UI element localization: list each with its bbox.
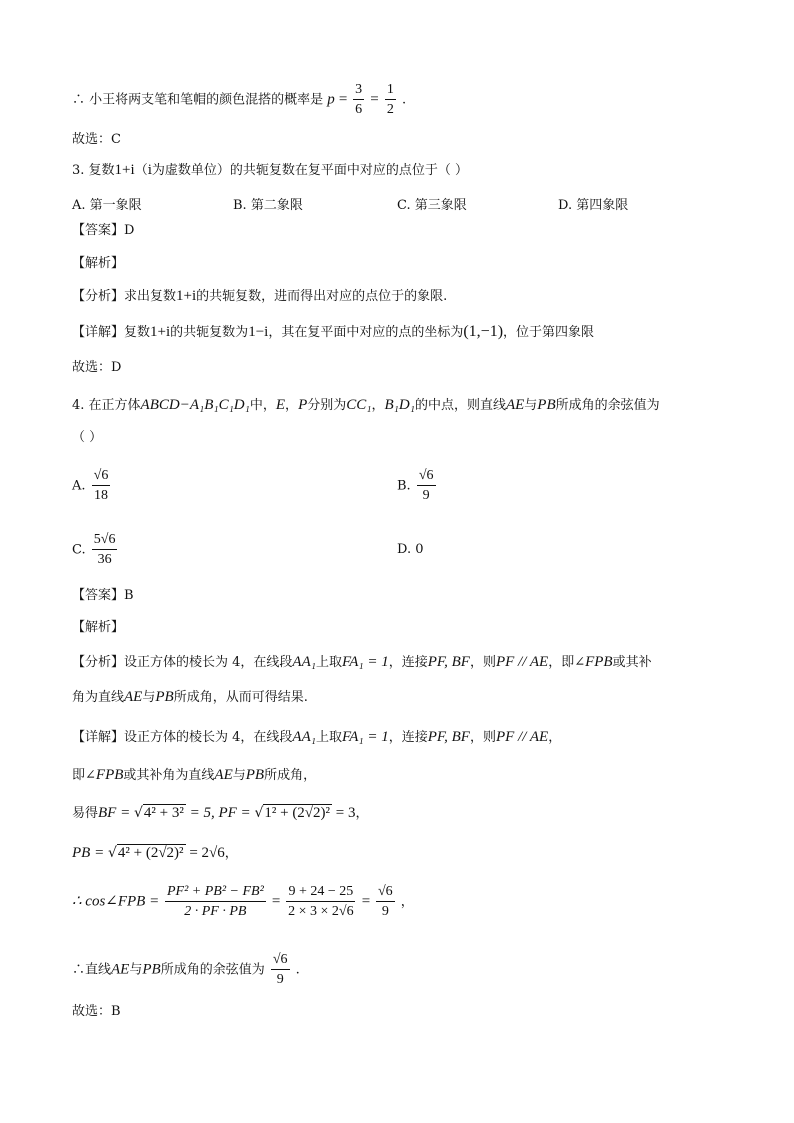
q4-detail-line1: 【详解】设正方体的棱长为 4，在线段AA₁上取FA₁ = 1，连接PF, BF，则PF // AE， [72, 729, 562, 745]
q4-detail-line4: PB = √4² + (2√2)² = 2√6， [72, 845, 238, 861]
q4-jiexi-heading: 【解析】 [72, 620, 125, 635]
q3-option-b: B. 第二象限 [233, 198, 303, 213]
q3-detail: 【详解】复数1+i的共轭复数为1−i，其在复平面中对应的点的坐标为(1,−1)，位于第四象限 [72, 323, 595, 340]
q4-option-c: C. $\frac{5√6}{36}$ [72, 532, 116, 568]
q4-choice: 故选：B [72, 1004, 121, 1019]
fraction-1-2: $\frac{1}{2}$ [386, 82, 394, 118]
q4-option-a: A. $\frac{√6}{18}$ [72, 468, 109, 504]
q4-paren: （ ） [72, 430, 103, 445]
q4-answer: 【答案】B [72, 588, 134, 603]
q3-analysis: 【分析】求出复数1+i的共轭复数，进而得出对应的点位于的象限. [72, 288, 448, 304]
q3-jiexi-heading: 【解析】 [72, 256, 125, 271]
q4-detail-line6: ∴直线AE与PB所成角的余弦值为 $\frac{√6}{9}$ . [72, 952, 300, 988]
q3-option-a: A. 第一象限 [72, 198, 142, 213]
probability-conclusion: ∴ 小王将两支笔和笔帽的颜色混搭的概率是 p = $\frac{3}{6}$ = $\frac{1}{2}$ . [72, 82, 407, 118]
prob-variable: p [327, 91, 335, 108]
q4-option-d: D. 0 [397, 542, 424, 557]
q4-option-b: B. $\frac{√6}{9}$ [397, 468, 434, 504]
q4-detail-line3: 易得BF = √4² + 3² = 5, PF = √1² + (2√2)² = 3， [72, 805, 369, 821]
q4-analysis-line1: 【分析】设正方体的棱长为 4，在线段AA₁上取FA₁ = 1，连接PF, BF，则PF // AE，即∠FPB或其补 [72, 654, 652, 670]
prev-choice: 故选：C [72, 132, 121, 147]
fraction-3-6: $\frac{3}{6}$ [355, 82, 363, 118]
q3-stem: 3. 复数1+i（i为虚数单位）的共轭复数在复平面中对应的点位于（ ） [72, 162, 468, 178]
q3-answer: 【答案】D [72, 223, 135, 238]
q4-stem: 4. 在正方体ABCD−A₁B₁C₁D₁中，E，P分别为CC₁，B₁D₁的中点，则直线AE与PB所成角的余弦值为 [72, 397, 660, 413]
conclusion-text: ∴ 小王将两支笔和笔帽的颜色混搭的概率是 [72, 92, 324, 108]
q3-option-c: C. 第三象限 [397, 198, 467, 213]
q3-option-d: D. 第四象限 [558, 198, 629, 213]
q4-detail-line5: ∴ cos∠FPB = $\frac{\text{PF² + PB² − FB²}}{2 \cdot PF \cdot PB}$ = $\frac{9 + 24 - 25}{2 \times 3 \times 2√6}$ = $\frac{√6}{9}$ ， [72, 884, 414, 920]
q4-detail-line2: 即∠FPB或其补角为直线AE与PB所成角， [72, 767, 317, 783]
q4-analysis-line2: 角为直线AE与PB所成角，从而可得结果. [72, 689, 308, 705]
q3-choice: 故选：D [72, 360, 122, 375]
